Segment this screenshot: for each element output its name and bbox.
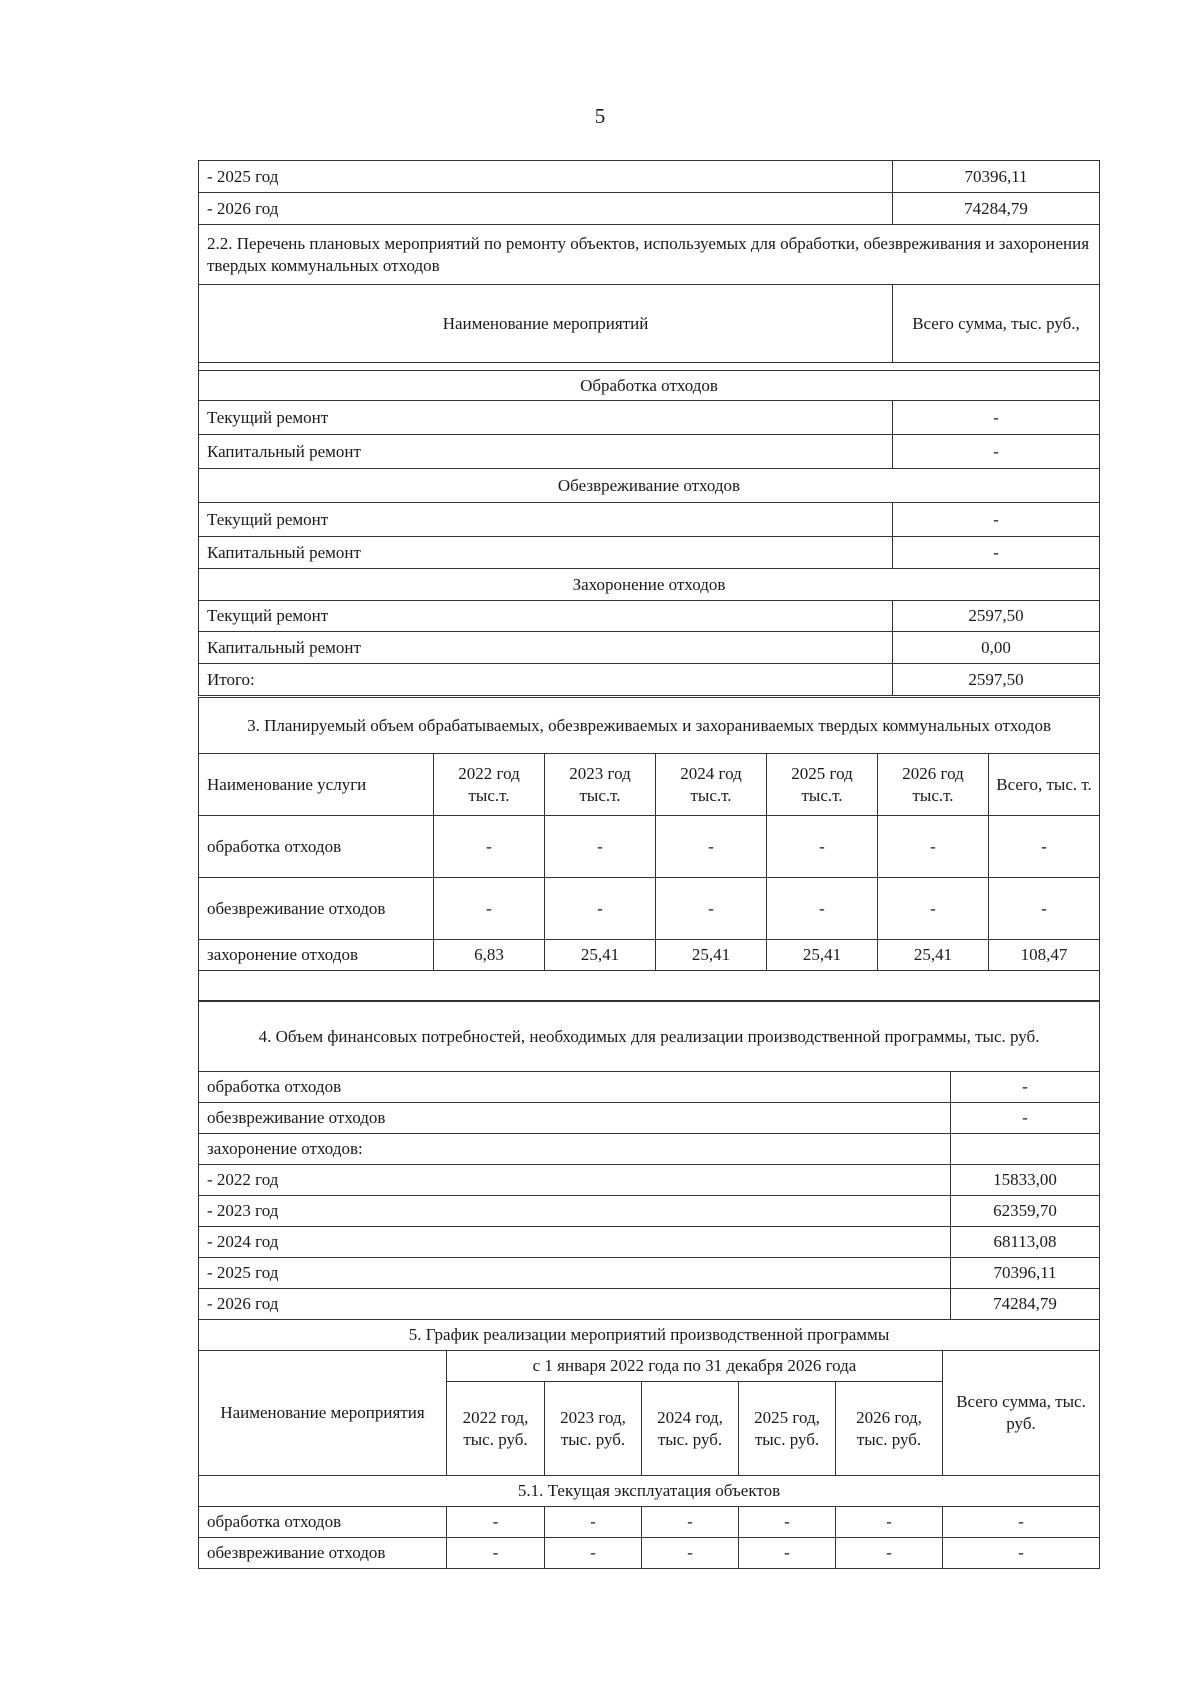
table-row xyxy=(199,1538,1100,1569)
table-row xyxy=(199,537,1100,569)
cell-value: - xyxy=(545,1507,642,1538)
row-value: 2597,50 xyxy=(893,601,1100,632)
section-4-table xyxy=(198,1001,1100,1320)
row-value: - xyxy=(893,401,1100,435)
total-label: Итого: xyxy=(199,664,893,696)
table-row xyxy=(199,1196,1100,1227)
row-label: - 2024 год xyxy=(199,1227,951,1258)
column-header-2026: 2026 год, тыс. руб. xyxy=(836,1382,943,1476)
cell-value: - xyxy=(767,878,878,940)
table-row xyxy=(199,1227,1100,1258)
total-row xyxy=(199,664,1100,696)
row-label: захоронение отходов xyxy=(199,940,434,971)
cell-value: - xyxy=(943,1538,1100,1569)
column-header-name: Наименование мероприятий xyxy=(199,285,893,363)
cell-value: 108,47 xyxy=(989,940,1100,971)
cell-value: 25,41 xyxy=(656,940,767,971)
row-value: - xyxy=(951,1072,1100,1103)
table-row xyxy=(199,1165,1100,1196)
cell-value: - xyxy=(434,816,545,878)
cell-value: - xyxy=(989,878,1100,940)
row-value: 15833,00 xyxy=(951,1165,1100,1196)
row-label: Капитальный ремонт xyxy=(199,435,893,469)
row-value: 74284,79 xyxy=(951,1289,1100,1320)
row-label: - 2023 год xyxy=(199,1196,951,1227)
row-value: - xyxy=(893,537,1100,569)
column-header-total: Всего сумма, тыс. руб. xyxy=(943,1351,1100,1476)
cell-value: - xyxy=(739,1507,836,1538)
table-row xyxy=(199,940,1100,971)
row-label: - 2026 год xyxy=(199,193,893,225)
spacer-row xyxy=(199,363,1100,371)
cell-value: - xyxy=(943,1507,1100,1538)
row-value: 74284,79 xyxy=(893,193,1100,225)
table-row xyxy=(199,161,1100,193)
column-header-2025: 2025 год, тыс. руб. xyxy=(739,1382,836,1476)
cell-value: 6,83 xyxy=(434,940,545,971)
cell-value: - xyxy=(447,1507,545,1538)
cell-value: - xyxy=(767,816,878,878)
page-number: 5 xyxy=(594,104,606,128)
cell-value: - xyxy=(545,816,656,878)
top-values-table xyxy=(198,160,1100,225)
row-value: 0,00 xyxy=(893,632,1100,664)
cell-value: - xyxy=(447,1538,545,1569)
cell-value: - xyxy=(836,1538,943,1569)
section-5-subtitle: 5.1. Текущая эксплуатация объектов xyxy=(199,1476,1100,1507)
row-label: обработка отходов xyxy=(199,1507,447,1538)
section-3-title: 3. Планируемый объем обрабатываемых, обезвреживаемых и захораниваемых твердых коммунальных отходов xyxy=(199,698,1100,754)
row-label: Текущий ремонт xyxy=(199,601,893,632)
cell-value: - xyxy=(989,816,1100,878)
column-header-2022: 2022 год, тыс. руб. xyxy=(447,1382,545,1476)
row-label: Капитальный ремонт xyxy=(199,537,893,569)
table-row xyxy=(199,601,1100,632)
column-header-service: Наименование услуги xyxy=(199,754,434,816)
row-label: обезвреживание отходов xyxy=(199,1538,447,1569)
row-label: обезвреживание отходов xyxy=(199,878,434,940)
section-3-table xyxy=(198,697,1100,1001)
table-row xyxy=(199,816,1100,878)
row-label: Капитальный ремонт xyxy=(199,632,893,664)
table-row xyxy=(199,1258,1100,1289)
cell-value: - xyxy=(878,878,989,940)
cell-value: 25,41 xyxy=(767,940,878,971)
column-header-name: Наименование мероприятия xyxy=(199,1351,447,1476)
section-5-title: 5. График реализации мероприятий производственной программы xyxy=(199,1320,1100,1351)
row-label: захоронение отходов: xyxy=(199,1134,951,1165)
column-header-2026: 2026 год тыс.т. xyxy=(878,754,989,816)
cell-value: 25,41 xyxy=(878,940,989,971)
row-value xyxy=(951,1134,1100,1165)
table-row xyxy=(199,435,1100,469)
row-value: 70396,11 xyxy=(893,161,1100,193)
row-label: обезвреживание отходов xyxy=(199,1103,951,1134)
column-header-2024: 2024 год тыс.т. xyxy=(656,754,767,816)
table-row xyxy=(199,1507,1100,1538)
table-row xyxy=(199,193,1100,225)
row-value: - xyxy=(893,503,1100,537)
cell-value: - xyxy=(434,878,545,940)
cell-value: - xyxy=(739,1538,836,1569)
row-value: 70396,11 xyxy=(951,1258,1100,1289)
row-label: Текущий ремонт xyxy=(199,401,893,435)
table-row xyxy=(199,632,1100,664)
table-row xyxy=(199,1134,1100,1165)
table-row xyxy=(199,1289,1100,1320)
cell-value: - xyxy=(836,1507,943,1538)
cell-value: - xyxy=(878,816,989,878)
table-row xyxy=(199,401,1100,435)
cell-value: - xyxy=(642,1507,739,1538)
section-5-table xyxy=(198,1319,1100,1569)
row-value: - xyxy=(893,435,1100,469)
column-header-2022: 2022 год тыс.т. xyxy=(434,754,545,816)
row-value: - xyxy=(951,1103,1100,1134)
group-title: Обезвреживание отходов xyxy=(199,469,1100,503)
group-title: Захоронение отходов xyxy=(199,569,1100,601)
cell-value: 25,41 xyxy=(545,940,656,971)
spacer-row xyxy=(199,971,1100,1001)
column-header-sum: Всего сумма, тыс. руб., xyxy=(893,285,1100,363)
column-header-2023: 2023 год, тыс. руб. xyxy=(545,1382,642,1476)
row-label: обработка отходов xyxy=(199,1072,951,1103)
column-header-total: Всего, тыс. т. xyxy=(989,754,1100,816)
cell-value: - xyxy=(545,1538,642,1569)
column-header-2024: 2024 год, тыс. руб. xyxy=(642,1382,739,1476)
section-2-2-table xyxy=(198,224,1100,696)
cell-value: - xyxy=(656,878,767,940)
cell-value: - xyxy=(642,1538,739,1569)
column-header-2023: 2023 год тыс.т. xyxy=(545,754,656,816)
section-2-2-title: 2.2. Перечень плановых мероприятий по ремонту объектов, используемых для обработки, обезвреживания и захоронения твердых коммунальных отходов xyxy=(199,225,1100,285)
row-label: Текущий ремонт xyxy=(199,503,893,537)
table-row xyxy=(199,1103,1100,1134)
row-label: - 2025 год xyxy=(199,1258,951,1289)
column-header-2025: 2025 год тыс.т. xyxy=(767,754,878,816)
row-label: обработка отходов xyxy=(199,816,434,878)
row-label: - 2022 год xyxy=(199,1165,951,1196)
row-label: - 2026 год xyxy=(199,1289,951,1320)
row-label: - 2025 год xyxy=(199,161,893,193)
period-header: с 1 января 2022 года по 31 декабря 2026 года xyxy=(447,1351,943,1382)
group-title: Обработка отходов xyxy=(199,371,1100,401)
table-row xyxy=(199,1072,1100,1103)
row-value: 68113,08 xyxy=(951,1227,1100,1258)
table-row xyxy=(199,878,1100,940)
section-4-title: 4. Объем финансовых потребностей, необходимых для реализации производственной программы, тыс. руб. xyxy=(199,1002,1100,1072)
cell-value: - xyxy=(656,816,767,878)
row-value: 62359,70 xyxy=(951,1196,1100,1227)
total-value: 2597,50 xyxy=(893,664,1100,696)
table-row xyxy=(199,503,1100,537)
cell-value: - xyxy=(545,878,656,940)
